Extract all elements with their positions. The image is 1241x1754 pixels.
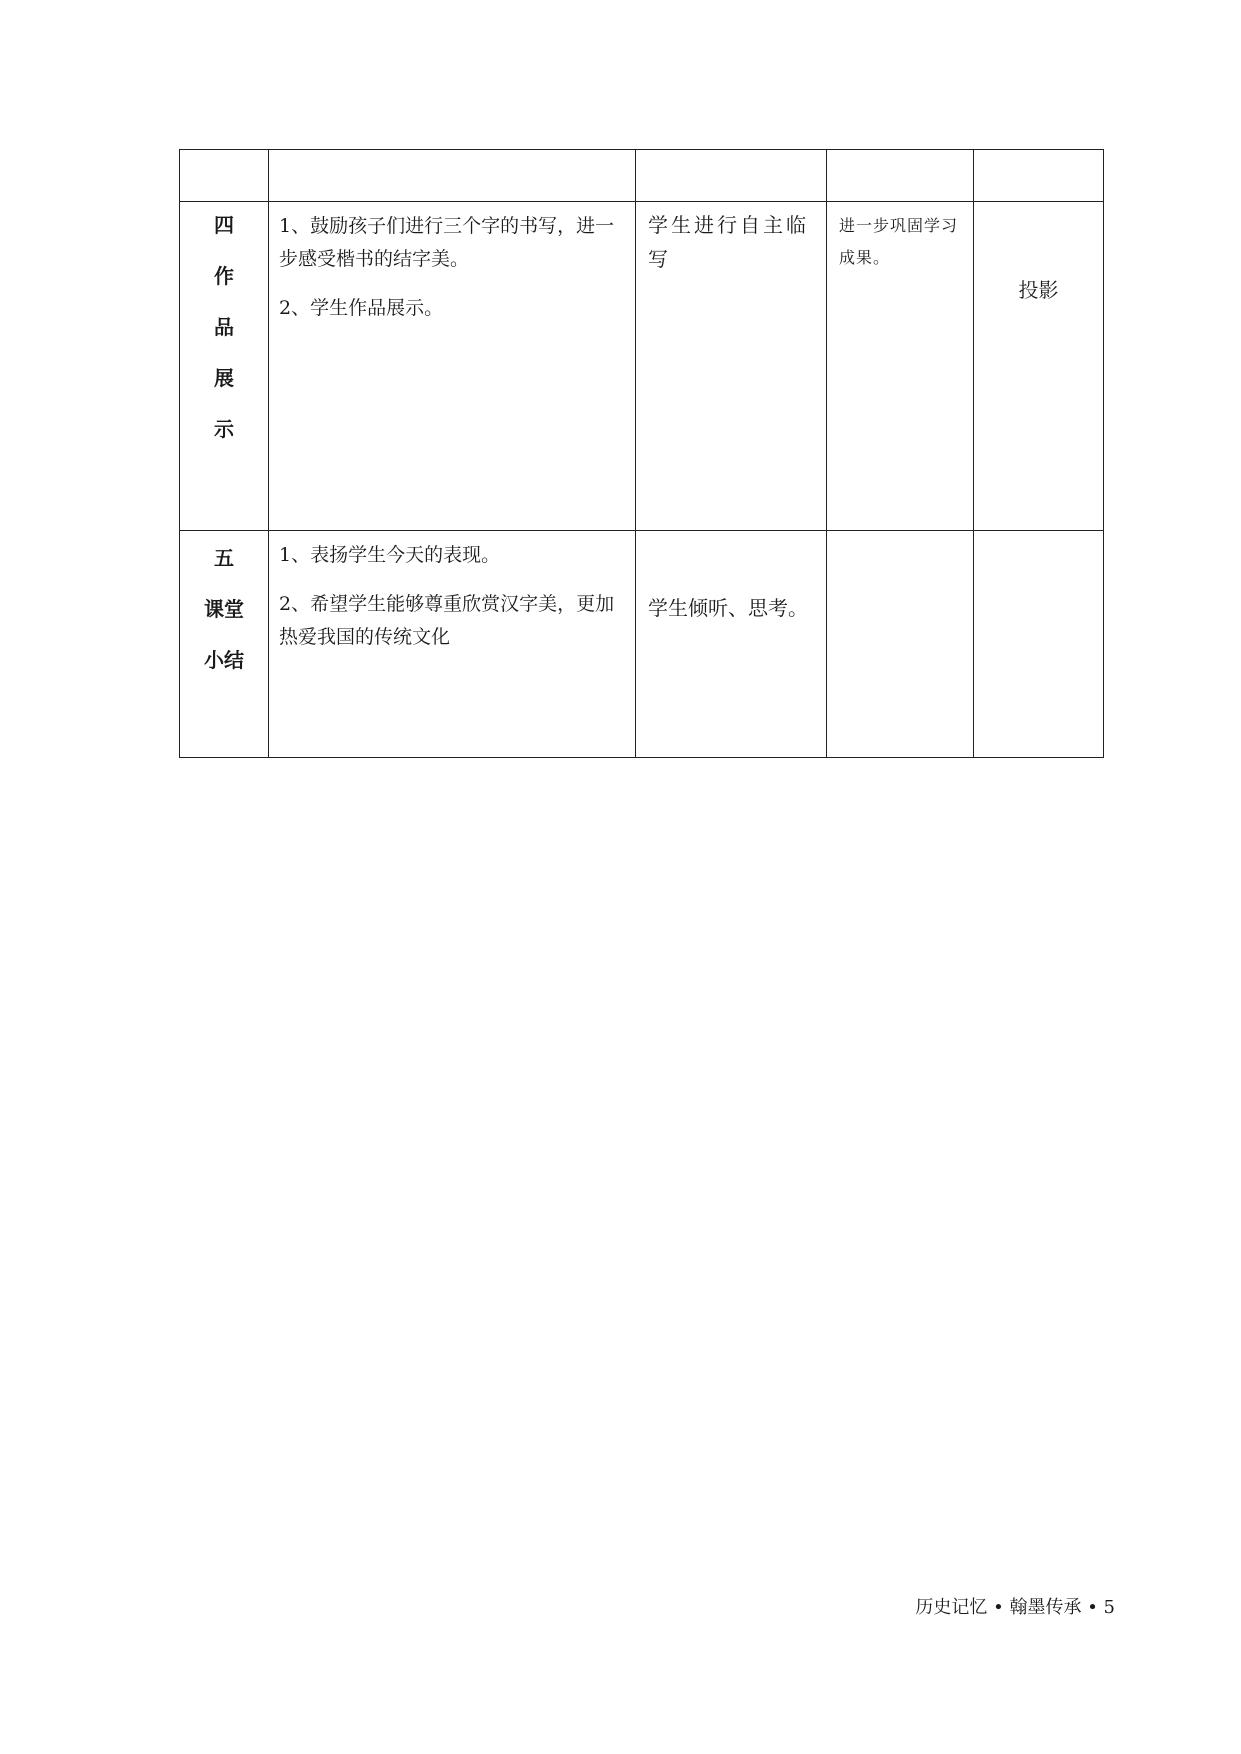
table-cell <box>269 150 636 202</box>
table-row-empty <box>180 150 1104 202</box>
content-item: 2、学生作品展示。 <box>279 297 444 319</box>
lesson-plan-table <box>179 149 1104 758</box>
stage-title-line: 小结 <box>204 648 244 672</box>
media-cell <box>974 531 1104 758</box>
table-cell <box>974 150 1104 202</box>
table-cell <box>636 150 827 202</box>
stage-title-char: 作 <box>214 264 234 288</box>
teaching-content-cell <box>269 202 636 531</box>
table-row-stage-four <box>180 202 1104 531</box>
media-cell: 投影 <box>974 202 1104 531</box>
stage-title-char: 展 <box>214 366 234 390</box>
stage-title-char: 示 <box>214 417 234 441</box>
table-cell <box>827 150 974 202</box>
stage-number: 五 <box>214 546 234 570</box>
table-cell <box>180 150 269 202</box>
stage-title-line: 课堂 <box>204 597 244 621</box>
design-intent-cell: 进一步巩固学习成果。 <box>827 202 974 531</box>
stage-cell <box>180 531 269 758</box>
content-item: 1、鼓励孩子们进行三个字的书写，进一步感受楷书的结字美。 <box>279 215 615 270</box>
student-activity-cell: 学生倾听、思考。 <box>636 531 827 758</box>
content-item: 1、表扬学生今天的表现。 <box>279 544 501 566</box>
stage-title-char: 品 <box>214 315 234 339</box>
design-intent-cell <box>827 531 974 758</box>
page-footer: 历史记忆 • 翰墨传承 • 5 <box>915 1597 1115 1618</box>
table-row-stage-five <box>180 531 1104 758</box>
student-activity-cell: 学生进行自主临写 <box>636 202 827 531</box>
stage-number: 四 <box>214 213 234 237</box>
content-item: 2、希望学生能够尊重欣赏汉字美，更加热爱我国的传统文化 <box>279 593 615 648</box>
stage-cell <box>180 202 269 531</box>
teaching-content-cell <box>269 531 636 758</box>
